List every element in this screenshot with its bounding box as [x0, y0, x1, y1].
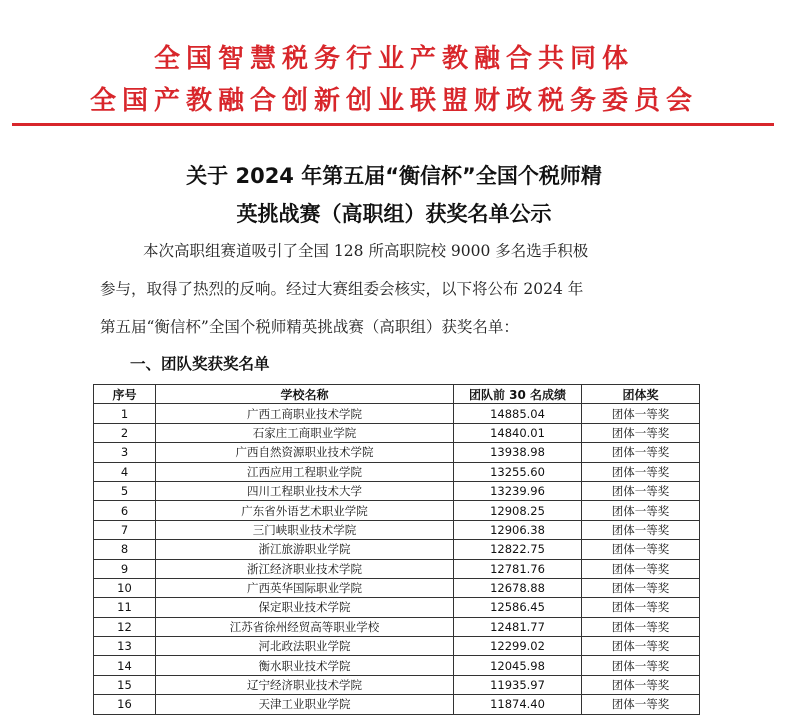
cell-score: 12906.38: [454, 520, 582, 539]
cell-award: 团体一等奖: [582, 540, 700, 559]
cell-award: 团体一等奖: [582, 578, 700, 597]
cell-index: 1: [94, 404, 156, 423]
table-row: [94, 443, 700, 462]
cell-index: 8: [94, 540, 156, 559]
cell-score: 13255.60: [454, 462, 582, 481]
intro-paragraph-line-3: 第五届“衡信杯”全国个税师精英挑战赛（高职组）获奖名单：: [100, 318, 519, 336]
table-row: [94, 578, 700, 597]
cell-score: 14885.04: [454, 404, 582, 423]
table-row: [94, 675, 700, 694]
cell-index: 10: [94, 578, 156, 597]
cell-score: 11874.40: [454, 695, 582, 714]
cell-school: 广西自然资源职业技术学院: [156, 443, 454, 462]
letterhead-line-2: 全国产教融合创新创业联盟财政税务委员会: [89, 86, 698, 116]
cell-index: 2: [94, 423, 156, 442]
cell-index: 16: [94, 695, 156, 714]
cell-award: 团体一等奖: [582, 675, 700, 694]
section-heading: 一、团队奖获奖名单: [130, 355, 270, 373]
letterhead-divider: [12, 123, 774, 126]
table-row: [94, 540, 700, 559]
cell-award: 团体一等奖: [582, 598, 700, 617]
cell-award: 团体一等奖: [582, 559, 700, 578]
cell-school: 浙江经济职业技术学院: [156, 559, 454, 578]
cell-award: 团体一等奖: [582, 443, 700, 462]
cell-award: 团体一等奖: [582, 656, 700, 675]
header-award: 团体奖: [582, 385, 700, 404]
cell-score: 12822.75: [454, 540, 582, 559]
cell-school: 河北政法职业学院: [156, 637, 454, 656]
cell-index: 4: [94, 462, 156, 481]
cell-school: 浙江旅游职业学院: [156, 540, 454, 559]
cell-award: 团体一等奖: [582, 695, 700, 714]
header-index: 序号: [94, 385, 156, 404]
table-row: [94, 617, 700, 636]
letterhead-line-1: 全国智慧税务行业产教融合共同体: [153, 44, 634, 74]
cell-score: 12586.45: [454, 598, 582, 617]
cell-school: 广西英华国际职业学院: [156, 578, 454, 597]
table-row: [94, 637, 700, 656]
cell-school: 辽宁经济职业技术学院: [156, 675, 454, 694]
table-row: [94, 520, 700, 539]
cell-school: 广东省外语艺术职业学院: [156, 501, 454, 520]
cell-award: 团体一等奖: [582, 520, 700, 539]
document-title-line-2: 英挑战赛（高职组）获奖名单公示: [236, 202, 552, 226]
header-score: 团队前 30 名成绩: [454, 385, 582, 404]
cell-index: 14: [94, 656, 156, 675]
cell-award: 团体一等奖: [582, 404, 700, 423]
header-school: 学校名称: [156, 385, 454, 404]
cell-score: 12045.98: [454, 656, 582, 675]
cell-school: 保定职业技术学院: [156, 598, 454, 617]
cell-score: 14840.01: [454, 423, 582, 442]
cell-school: 石家庄工商职业学院: [156, 423, 454, 442]
table-row: [94, 695, 700, 714]
cell-index: 7: [94, 520, 156, 539]
table-row: [94, 404, 700, 423]
cell-award: 团体一等奖: [582, 462, 700, 481]
cell-award: 团体一等奖: [582, 481, 700, 500]
table-row: [94, 501, 700, 520]
cell-school: 天津工业职业学院: [156, 695, 454, 714]
table-row: [94, 423, 700, 442]
cell-index: 13: [94, 637, 156, 656]
document-title-line-1: 关于 2024 年第五届“衡信杯”全国个税师精: [186, 164, 602, 188]
cell-score: 12678.88: [454, 578, 582, 597]
team-awards-table: [93, 384, 700, 715]
cell-index: 11: [94, 598, 156, 617]
cell-school: 三门峡职业技术学院: [156, 520, 454, 539]
cell-score: 12908.25: [454, 501, 582, 520]
cell-index: 15: [94, 675, 156, 694]
cell-award: 团体一等奖: [582, 617, 700, 636]
cell-index: 6: [94, 501, 156, 520]
cell-school: 广西工商职业技术学院: [156, 404, 454, 423]
cell-award: 团体一等奖: [582, 423, 700, 442]
intro-paragraph-line-2: 参与，取得了热烈的反响。经过大赛组委会核实，以下将公布 2024 年: [100, 280, 584, 298]
cell-school: 四川工程职业技术大学: [156, 481, 454, 500]
cell-index: 5: [94, 481, 156, 500]
cell-school: 江苏省徐州经贸高等职业学校: [156, 617, 454, 636]
table-body: [94, 404, 700, 714]
cell-award: 团体一等奖: [582, 637, 700, 656]
cell-score: 12299.02: [454, 637, 582, 656]
cell-award: 团体一等奖: [582, 501, 700, 520]
table-row: [94, 462, 700, 481]
cell-school: 江西应用工程职业学院: [156, 462, 454, 481]
table-row: [94, 481, 700, 500]
cell-score: 12781.76: [454, 559, 582, 578]
cell-score: 11935.97: [454, 675, 582, 694]
cell-score: 13239.96: [454, 481, 582, 500]
cell-school: 衡水职业技术学院: [156, 656, 454, 675]
cell-index: 3: [94, 443, 156, 462]
intro-paragraph-line-1: 本次高职组赛道吸引了全国 128 所高职院校 9000 多名选手积极: [143, 242, 589, 260]
table-row: [94, 598, 700, 617]
cell-score: 13938.98: [454, 443, 582, 462]
cell-index: 12: [94, 617, 156, 636]
table-row: [94, 559, 700, 578]
cell-index: 9: [94, 559, 156, 578]
table-row: [94, 656, 700, 675]
table-header-row: [94, 385, 700, 404]
cell-score: 12481.77: [454, 617, 582, 636]
